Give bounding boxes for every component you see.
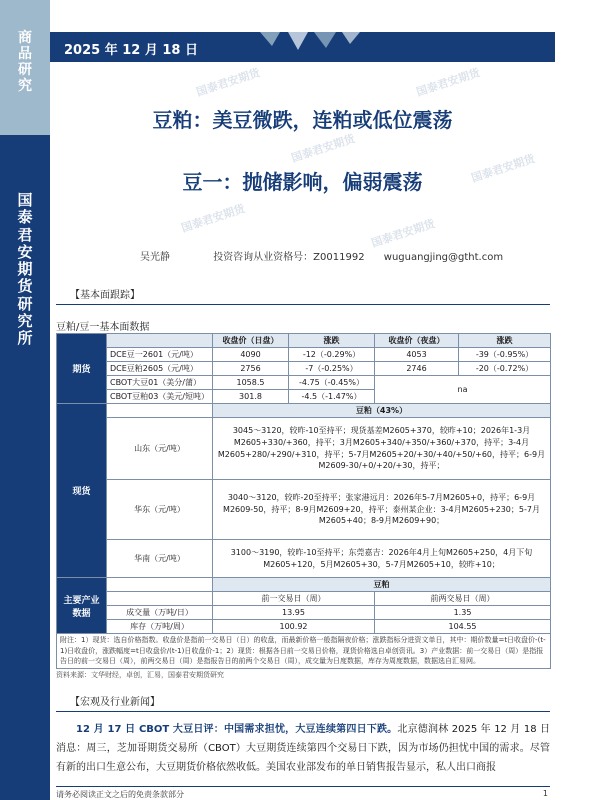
col-prev-day: 前一交易日（周） (213, 592, 375, 606)
spot-quote-text: 3045～3120，较昨-10至持平；现货基差M2605+370，较昨+10；2026年1-3月M2605+330/+360，持平；3月M2605+340/+350/+360/+370，持平；3-4月M2605+280/+290/+310，持平；5-7月M2605+20/+30/+40/+50/+60，持平；6-9月M2609-30/+0/+20/+30，持平； (213, 418, 551, 480)
sidebar-org-char: 究 (17, 311, 33, 330)
sidebar-org-char: 期 (17, 260, 33, 278)
col-prev2-day: 前两交易日（周） (375, 592, 551, 606)
night-na-cell: na (375, 376, 551, 404)
watermark-text: 国泰君安期货 (414, 66, 482, 99)
header-change-day: 涨跌 (289, 334, 375, 348)
change-day-value: -12（-0.29%） (289, 348, 375, 362)
industry-metric-name: 成交量（万吨/日） (107, 606, 213, 620)
table-row (57, 620, 551, 634)
table-row (57, 480, 551, 540)
news-lead: 12 月 17 日 CBOT 大豆日评：中国需求担忧，大豆连续第四日下跌。 (76, 724, 398, 735)
contract-name: DCE豆粕2605（元/吨） (107, 362, 213, 376)
author-email[interactable]: wuguangjing@gtht.com (383, 252, 504, 263)
author-qualification: 投资咨询从业资格号：Z0011992 (213, 252, 365, 263)
footer-disclaimer: 请务必阅读正文之后的免责条款部分 (56, 790, 184, 799)
section-divider (56, 304, 550, 305)
change-day-value: -4.75（-0.45%） (289, 376, 375, 390)
contract-name: DCE豆一2601（元/吨） (107, 348, 213, 362)
contract-name: CBOT大豆01（美分/蒲） (107, 376, 213, 390)
spot-header: 豆粕（43%） (213, 404, 551, 418)
section-divider (56, 711, 550, 712)
watermark-text: 国泰君安期货 (179, 202, 247, 235)
table-row (57, 376, 551, 390)
watermark-text: 国泰君安期货 (194, 66, 262, 99)
table-corner (107, 334, 213, 348)
industry-metric-name: 库存（万吨/周） (107, 620, 213, 634)
report-title: 豆粕：美豆微跌，连粕或低位震荡 (152, 108, 453, 132)
close-night-value: 4053 (375, 348, 459, 362)
section-heading-fundamentals: 【基本面跟踪】 (70, 290, 140, 301)
table-row (57, 606, 551, 620)
sidebar-category-label (0, 30, 50, 94)
sidebar-org-char: 货 (17, 277, 33, 296)
spot-quote-text: 3040～3120，较昨-20至持平；张家港远月：2026年5-7月M2605+0，持平；6-9月M2609-50，持平；8-9月M2609+20，持平；泰州某企业：3-4月M2605+230；5-7月M2605+40；8-9月M2609+90； (213, 480, 551, 540)
sidebar-org-char: 泰 (17, 208, 33, 227)
table-row (57, 418, 551, 480)
header-decoration-graphic (250, 32, 370, 54)
sidebar-org-char: 国 (17, 191, 33, 209)
close-night-value: 2746 (375, 362, 459, 376)
watermark-text: 国泰君安期货 (469, 152, 537, 185)
fundamentals-table (56, 333, 551, 669)
footer-divider (56, 786, 550, 787)
sidebar-org-char: 研 (17, 294, 33, 313)
watermark-text: 国泰君安期货 (369, 217, 437, 250)
industry-prev2-value: 104.55 (375, 620, 551, 634)
industry-prev-value: 100.92 (213, 620, 375, 634)
spot-region: 华东（元/吨） (107, 480, 213, 540)
change-day-value: -4.5（-1.47%） (289, 390, 375, 404)
spot-region: 山东（元/吨） (107, 418, 213, 480)
change-day-value: -7（-0.25%） (289, 362, 375, 376)
sidebar-category-char: 品 (18, 46, 32, 63)
header-change-night: 涨跌 (459, 334, 551, 348)
category-industry: 主要产业数据 (57, 578, 107, 634)
news-paragraph (56, 720, 550, 777)
author-name: 吴光静 (140, 252, 170, 263)
category-futures: 期货 (57, 334, 107, 404)
table-row (57, 540, 551, 578)
industry-header: 豆粕 (213, 578, 551, 592)
change-night-value: -20（-0.72%） (459, 362, 551, 376)
sidebar-org-char: 安 (17, 242, 33, 261)
data-source-note: 资料来源：文华财经，卓创，汇易，国泰君安期货研究 (56, 671, 224, 679)
table-corner (107, 578, 213, 592)
spot-quote-text: 3100～3190，较昨-10至持平；东莞嘉吉：2026年4月上旬M2605+250，4月下旬M2605+120，5月M2605+30，5-7月M2605+10，较昨+10； (213, 540, 551, 578)
table-row (57, 348, 551, 362)
news-body: 北京德润林 2025 年 12 月 18 日消息：周三，芝加哥期货交易所（CBOT）大豆期货连续第四个交易日下跌，因为市场仍担忧中国的需求。尽管有新的出口生意公布，大豆期货价格依然收低。美国农业部发布的单日销售报告显示，私人出口商报 (56, 724, 550, 773)
close-day-value: 301.8 (213, 390, 289, 404)
report-date: 2025 年 12 月 18 日 (64, 43, 198, 58)
sidebar-org-label (0, 192, 50, 347)
table-corner (107, 592, 213, 606)
close-day-value: 4090 (213, 348, 289, 362)
table-corner (107, 404, 213, 418)
watermark-text: 国泰君安期货 (289, 132, 357, 165)
author-line (140, 248, 540, 263)
sidebar-org-char: 君 (17, 225, 33, 244)
spot-region: 华南（元/吨） (107, 540, 213, 578)
section-heading-news: 【宏观及行业新闻】 (70, 697, 160, 708)
category-spot: 现货 (57, 404, 107, 578)
header-close-night: 收盘价（夜盘） (375, 334, 459, 348)
sidebar-category-char: 研 (18, 62, 32, 79)
sidebar-category-char: 商 (18, 30, 32, 46)
header-close-day: 收盘价（日盘） (213, 334, 289, 348)
industry-prev2-value: 1.35 (375, 606, 551, 620)
table-caption: 豆粕/豆一基本面数据 (56, 322, 150, 333)
sidebar-org-char: 所 (17, 329, 33, 347)
report-header-bar (50, 32, 555, 62)
page-number: 1 (542, 789, 548, 798)
contract-name: CBOT豆粕03（美元/短吨） (107, 390, 213, 404)
table-row (57, 362, 551, 376)
sidebar-category-char: 究 (18, 78, 32, 95)
close-day-value: 1058.5 (213, 376, 289, 390)
report-subtitle: 豆一：抛储影响，偏弱震荡 (182, 170, 423, 194)
table-footnote: 附注：1）现货：选自价格指数。收盘价是指前一交易日（日）的收盘，而最新价格一般指隔夜价格；涨跌指标分进资文单日，其中：期价数量=t日收盘价-(t-1)日收盘价，涨跌幅度=t日收盘价/(t-1)日收盘价-1；2）现货：根据各日前一交易日价格，现货价格选自卓创资讯。3）产业数据：前一交易日（周）是指报告日的前一交易日（周），前两交易日（周）是指报告日的前两个交易日（周），成交量为日度数据，库存为周度数据，数据选自汇易网。 (57, 634, 551, 669)
industry-prev-value: 13.95 (213, 606, 375, 620)
change-night-value: -39（-0.95%） (459, 348, 551, 362)
close-day-value: 2756 (213, 362, 289, 376)
